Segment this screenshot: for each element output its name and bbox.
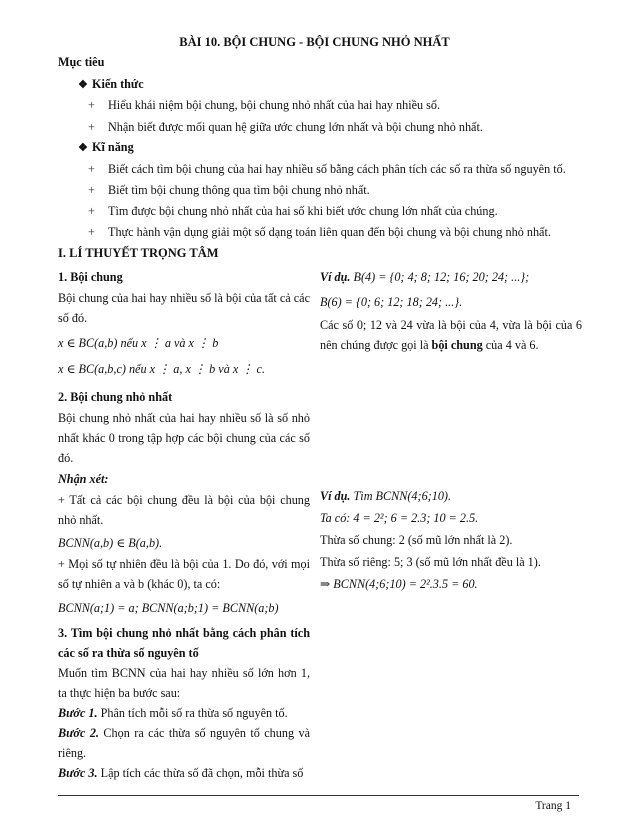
formula-line: BCNN(a;1) = a; BCNN(a;b;1) = BCNN(a;b) [58,601,279,615]
skills-item-text: Biết tìm bội chung thông qua tìm bội chung nhỏ nhất. [108,183,370,197]
plus-bullet-icon: + [88,120,95,134]
knowledge-heading [78,77,144,92]
example-formula: Ta có: 4 = 2²; 6 = 2.3; 10 = 2.5. [320,511,479,525]
footer-divider [58,795,579,796]
step-item [58,723,310,763]
skills-heading [78,140,134,155]
plus-bullet-icon: + [88,98,95,112]
example-box [320,485,582,595]
step-item [58,763,310,783]
skills-item-text: Tìm được bội chung nhỏ nhất của hai số khi biết ước chung lớn nhất của chúng. [108,204,498,218]
example-box [320,266,582,355]
plus-bullet-icon: + [88,162,95,176]
example-formula: B(4) = {0; 4; 8; 12; 16; 20; 24; ...}; [353,270,530,284]
formula-line: x ∈ BC(a,b) nếu x ⋮ a và x ⋮ b [58,336,219,350]
step-text: Lập tích các thừa số đã chọn, mỗi thừa số [100,766,304,780]
section-heading: I. LÍ THUYẾT TRỌNG TÂM [58,246,219,260]
formula-line: x ∈ BC(a,b,c) nếu x ⋮ a, x ⋮ b và x ⋮ c. [58,362,266,376]
skills-item [88,183,370,198]
step-label: Bước 1. [58,706,98,720]
subsection-heading: 3. Tìm bội chung nhỏ nhất bằng cách phân tích các số ra thừa số nguyên tố [58,626,310,660]
formula-line: BCNN(a,b) ∈ B(a,b). [58,536,163,550]
example-formula: Tìm BCNN(4;6;10). [353,489,452,503]
diamond-bullet-icon: ❖ [78,142,88,154]
example-text [320,315,582,355]
knowledge-item [88,98,440,113]
example-label: Ví dụ. [320,489,351,503]
diamond-bullet-icon: ❖ [78,79,88,91]
remark-text: + Tất cả các bội chung đều là bội của bội chung nhỏ nhất. [58,493,310,527]
step-label: Bước 3. [58,766,98,780]
skills-heading-label: Kĩ năng [92,140,134,154]
example-text-bold: bội chung [431,338,483,352]
subsection-heading: 1. Bội chung [58,270,123,284]
example-formula: B(6) = {0; 6; 12; 18; 24; ...}. [320,295,463,309]
step-text: Chọn ra các thừa số nguyên tố chung và riêng. [58,726,310,760]
remark-text: + Mọi số tự nhiên đều là bội của 1. Do đó, với mọi số tự nhiên a và b (khác 0), ta có: [58,557,310,591]
intro-text: Muốn tìm BCNN của hai hay nhiều số lớn hơn 1, ta thực hiện ba bước sau: [58,666,310,700]
knowledge-item-text: Hiểu khái niệm bội chung, bội chung nhỏ nhất của hai hay nhiều số. [108,98,441,112]
knowledge-item [88,120,483,135]
definition-text: Bội chung của hai hay nhiều số là bội của tất cả các số đó. [58,291,310,325]
plus-bullet-icon: + [88,225,95,239]
page-title: BÀI 10. BỘI CHUNG - BỘI CHUNG NHỎ NHẤT [179,35,450,49]
example-label: Ví dụ. [320,270,351,284]
knowledge-item-text: Nhận biết được mối quan hệ giữa ước chung lớn nhất và bội chung nhỏ nhất. [108,120,483,134]
objectives-heading: Mục tiêu [58,55,105,69]
remark-label: Nhận xét: [58,472,109,486]
page-number: Trang 1 [535,800,571,812]
skills-item [88,162,566,177]
example-text-part: Các số 0; 12 và 24 vừa là bội của 4, vừa là bội của 6 nên chúng được gọi là [320,318,582,352]
plus-bullet-icon: + [88,183,95,197]
step-item [58,703,310,723]
plus-bullet-icon: + [88,204,95,218]
example-text: Thừa số chung: 2 (số mũ lớn nhất là 2). [320,533,513,547]
example-formula: ⇒ BCNN(4;6;10) = 2².3.5 = 60. [320,577,478,591]
skills-item [88,204,498,219]
left-column [58,266,310,783]
knowledge-heading-label: Kiến thức [92,77,144,91]
skills-item [88,225,551,240]
step-text: Phân tích mỗi số ra thừa số nguyên tố. [100,706,288,720]
skills-item-text: Biết cách tìm bội chung của hai hay nhiều số bằng cách phân tích các số ra thừa số nguyên tố. [108,162,566,176]
skills-item-text: Thực hành vận dụng giải một số dạng toán liên quan đến bội chung và bội chung nhỏ nhất. [108,225,551,239]
subsection-heading: 2. Bội chung nhỏ nhất [58,390,173,404]
step-label: Bước 2. [58,726,99,740]
example-line [320,266,582,288]
definition-text: Bội chung nhỏ nhất của hai hay nhiều số là số nhỏ nhất khác 0 trong tập hợp các bội chung của các số đó. [58,411,310,465]
example-text: Thừa số riêng: 5; 3 (số mũ lớn nhất đều là 1). [320,555,541,569]
example-text-part: của 4 và 6. [485,338,539,352]
example-line [320,485,582,507]
